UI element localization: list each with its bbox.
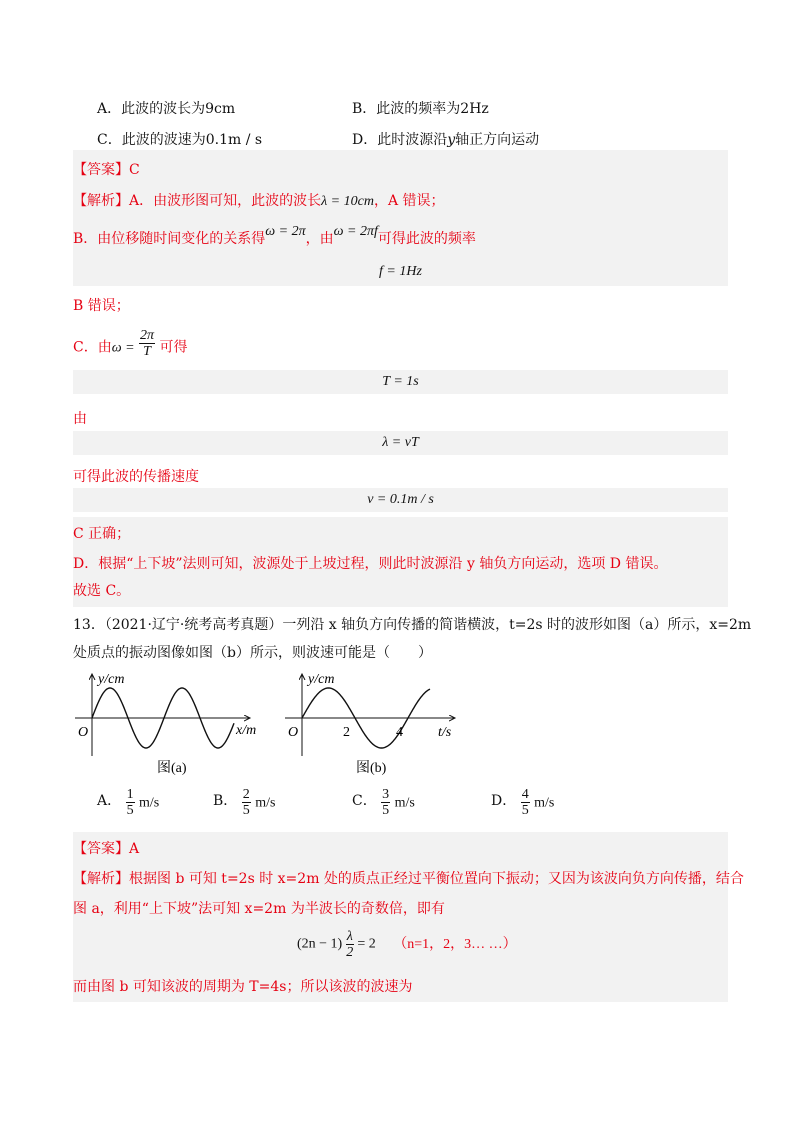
- graph-b-tick-4: 4: [396, 725, 403, 740]
- q13-option-c: [352, 787, 415, 818]
- graph-b-xlabel: t/s: [438, 725, 452, 740]
- analysis-1-post: ，A 错误；: [373, 193, 445, 209]
- option-c: C．此波的波速为0.1m / s: [97, 132, 263, 148]
- analysis-line-1: [73, 190, 445, 210]
- answer-12: 【答案】C: [73, 162, 140, 178]
- q13-option-b-frac: [242, 787, 251, 818]
- d-analysis: D．根据“上下坡”法则可知，波源处于上坡过程，则此时波源沿 y 轴负方向运动，选项 D 错误。: [73, 556, 668, 572]
- q13-option-d: [491, 787, 554, 818]
- q13-eq-cond: （n=1，2，3… …）: [393, 936, 517, 952]
- graph-a-ylabel: y/cm: [98, 672, 125, 687]
- answer-13: 【答案】A: [73, 841, 140, 857]
- c-post: 可得: [159, 339, 188, 356]
- graph-b: [280, 668, 480, 780]
- q13-option-a-frac: [126, 787, 135, 818]
- q13-option-d-frac: [521, 787, 530, 818]
- graph-a: [70, 668, 270, 780]
- c-pre: C．由: [73, 339, 112, 356]
- q13-option-c-unit: m/s: [394, 795, 415, 811]
- q13-equation: [297, 929, 517, 960]
- c-correct: C 正确；: [73, 526, 131, 542]
- option-d: [352, 129, 539, 149]
- q13-eq-frac: [346, 929, 354, 960]
- q13-option-d-den: 5: [521, 803, 529, 818]
- wavelength-math: λ = 10cm: [321, 194, 374, 209]
- equation-lambda: λ = vT: [382, 435, 419, 450]
- you-text: 由: [73, 411, 87, 427]
- c-omega: ω =: [111, 340, 135, 356]
- equation-speed: v = 0.1m / s: [367, 492, 434, 507]
- graph-a-caption: 图(a): [157, 761, 187, 776]
- q13-stem-line-2: 处质点的振动图像如图（b）所示，则波速可能是（ ）: [73, 645, 432, 661]
- q13-stem-line-1: 13．（2021·辽宁·统考高考真题）一列沿 x 轴负方向传播的简谐横波，t=2s 时的波形如图（a）所示，x=2m: [73, 617, 752, 633]
- graph-a-origin: O: [78, 725, 89, 740]
- omega-math-2: ω = 2πf: [333, 224, 378, 239]
- q13-option-b-unit: m/s: [255, 795, 276, 811]
- q13-option-c-den: 5: [382, 803, 390, 818]
- b-wrong: B 错误；: [73, 298, 130, 314]
- q13-option-c-num: 3: [382, 787, 390, 802]
- speed-text: 可得此波的传播速度: [73, 469, 199, 485]
- omega-math-1: ω = 2π: [265, 224, 306, 239]
- q13-option-b-num: 2: [242, 787, 250, 802]
- q13-option-d-num: 4: [521, 787, 529, 802]
- q13-eq-den: 2: [346, 945, 354, 960]
- q13-analysis-line-1: 【解析】根据图 b 可知 t=2s 时 x=2m 处的质点正经过平衡位置向下振动；又因为该波向负方向传播，结合: [73, 871, 744, 887]
- option-a: A．此波的波长为9cm: [97, 101, 236, 117]
- q13-option-b-label: B．: [213, 792, 238, 809]
- option-b: B．此波的频率为2Hz: [352, 101, 489, 117]
- analysis-line-c: [73, 328, 188, 363]
- q13-option-a-num: 1: [126, 787, 134, 802]
- q13-option-d-label: D．: [491, 792, 517, 809]
- graph-b-tick-2: 2: [343, 725, 350, 740]
- q13-option-a-den: 5: [126, 803, 134, 818]
- analysis-2-post: 可得此波的频率: [377, 231, 476, 247]
- c-fraction-num: 2π: [140, 328, 155, 343]
- c-fraction: [139, 328, 155, 359]
- analysis-2-pre: B．由位移随时间变化的关系得: [73, 231, 266, 247]
- analysis-1-pre: 【解析】A．由波形图可知，此波的波长: [73, 193, 322, 209]
- option-d-post: 轴正方向运动: [455, 132, 540, 148]
- q13-option-c-label: C．: [352, 792, 377, 809]
- option-d-var: y: [447, 132, 456, 148]
- conclusion-12: 故选 C。: [73, 583, 131, 599]
- q13-option-a-unit: m/s: [139, 795, 160, 811]
- analysis-2-mid: ，由: [305, 231, 334, 247]
- q13-analysis-line-3: 而由图 b 可知该波的周期为 T=4s；所以该波的波速为: [73, 979, 413, 995]
- q13-option-b-den: 5: [242, 803, 250, 818]
- equation-frequency: f = 1Hz: [379, 264, 422, 279]
- equation-period: T = 1s: [382, 374, 419, 389]
- graph-b-ylabel: y/cm: [308, 672, 335, 687]
- q13-option-c-frac: [381, 787, 390, 818]
- graph-a-xlabel: x/m: [236, 723, 257, 738]
- q13-option-a-label: A．: [97, 792, 122, 809]
- q13-eq-pre: (2n − 1): [297, 936, 343, 952]
- graph-b-origin: O: [288, 725, 299, 740]
- graph-b-caption: 图(b): [356, 761, 387, 776]
- c-fraction-den: T: [143, 344, 151, 359]
- q13-eq-num: λ: [346, 929, 353, 944]
- q13-eq-post: = 2: [357, 936, 376, 952]
- q13-option-d-unit: m/s: [534, 795, 555, 811]
- analysis-line-2: [73, 224, 476, 248]
- option-d-pre: D．此时波源沿: [352, 132, 448, 148]
- q13-analysis-line-2: 图 a，利用“上下坡”法可知 x=2m 为半波长的奇数倍，即有: [73, 901, 445, 917]
- q13-option-a: [97, 787, 159, 818]
- q13-option-b: [213, 787, 275, 818]
